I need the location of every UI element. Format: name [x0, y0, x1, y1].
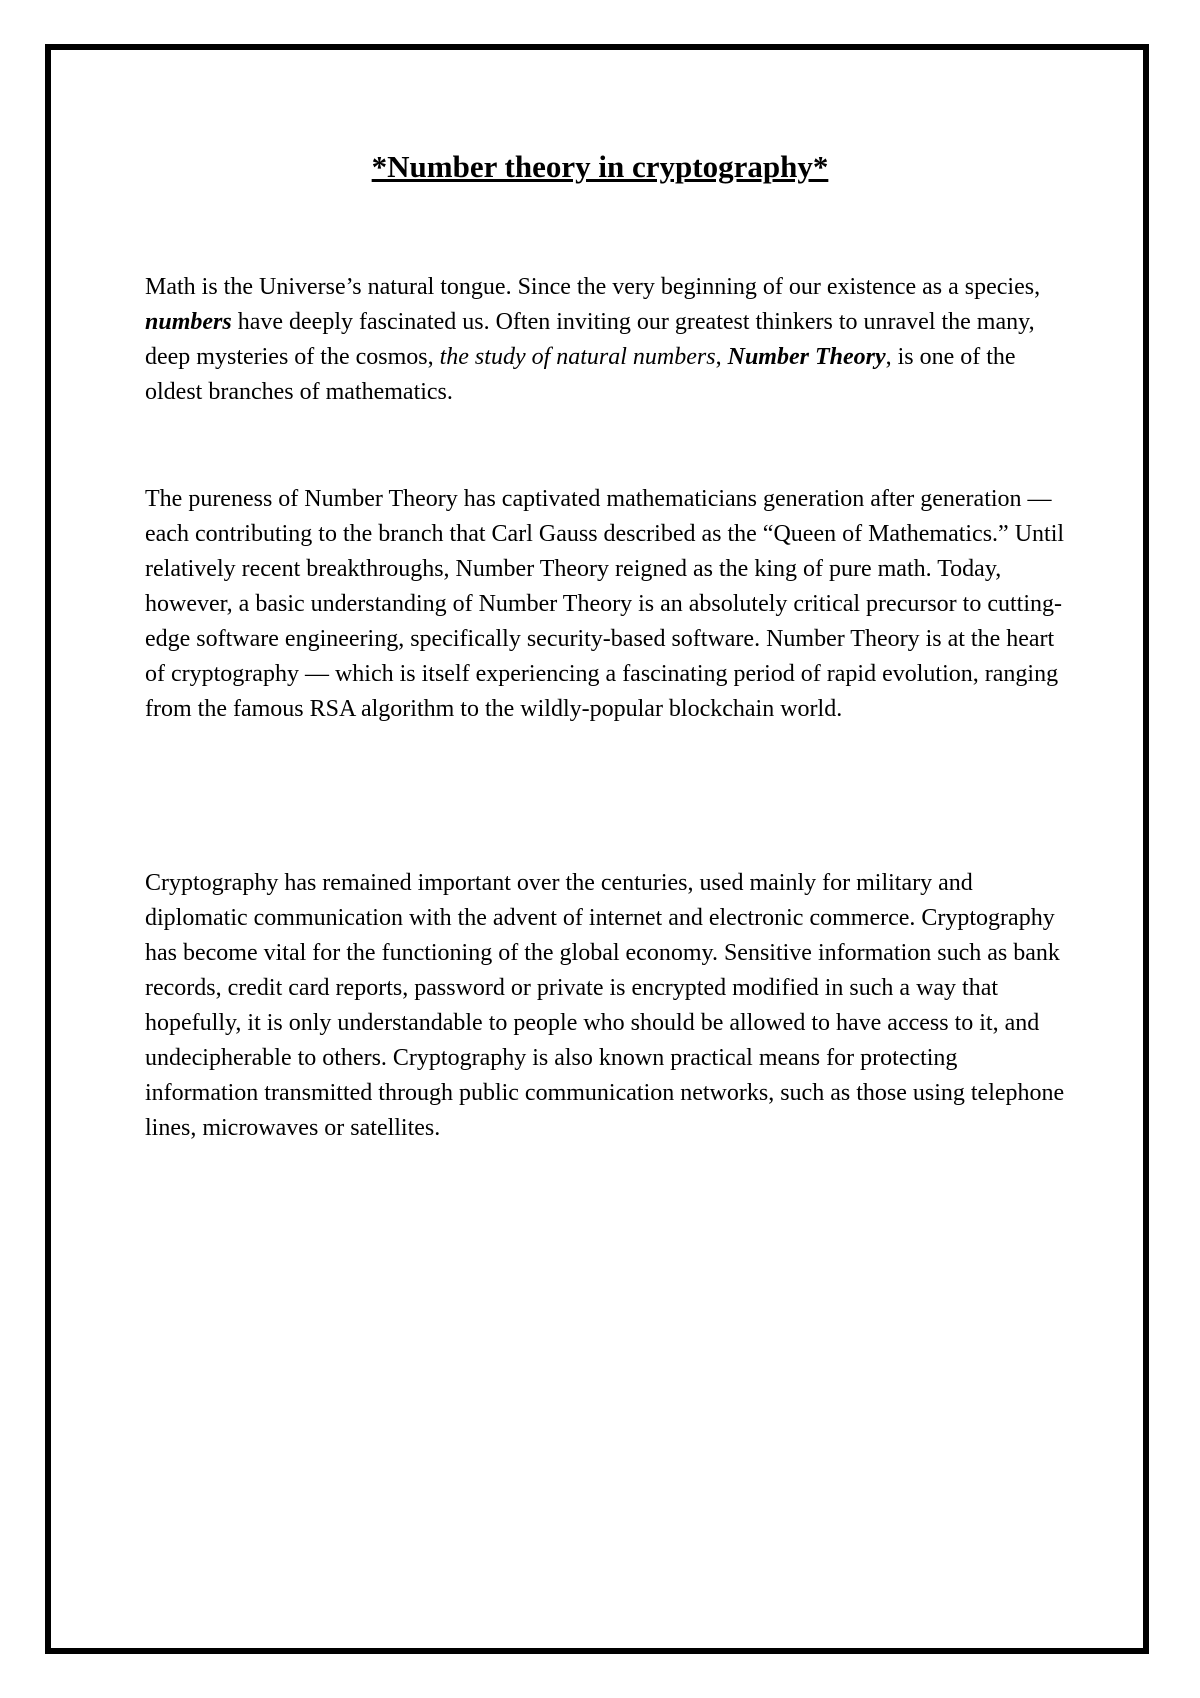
- paragraph-cryptography: Cryptography has remained important over the centuries, used mainly for military and diplomatic communication with the advent of internet and electronic commerce. Cryptography has become vital for the functioning of the global economy. Sensitive information such as bank records, credit card reports, password or private is encrypted modified in such a way that hopefully, it is only understandable to people who should be allowed to have access to it, and undecipherable to others. Cryptography is also known practical means for protecting information transmitted through public communication networks, such as those using telephone lines, microwaves or satellites.: [145, 870, 1065, 1141]
- paragraph-intro-text-1: Math is the Universe’s natural tongue. Since the very beginning of our existence as a species,: [145, 274, 1041, 300]
- paragraph-intro-text-4: , is one of the oldest branches of mathematics.: [145, 344, 1016, 405]
- emphasis-number-theory: Number Theory: [727, 344, 886, 370]
- paragraph-intro: [145, 270, 1075, 410]
- emphasis-numbers: numbers: [145, 309, 232, 335]
- document-title: *Number theory in cryptography*: [371, 149, 829, 184]
- emphasis-study-of-natural-numbers: the study of natural numbers: [439, 344, 716, 370]
- paragraph-intro-text-2: have deeply fascinated us. Often inviting our greatest thinkers to unravel the many, deep mysteries of the cosmos,: [145, 309, 1035, 370]
- paragraph-intro-text-3: ,: [715, 344, 728, 370]
- paragraph-number-theory: The pureness of Number Theory has captivated mathematicians generation after generation — each contributing to the branch that Carl Gauss described as the “Queen of Mathematics.” Until relatively recent breakthroughs, Number Theory reigned as the king of pure math. Today, however, a basic understanding of Number Theory is an absolutely critical precursor to cutting-edge software engineering, specifically security-based software. Number Theory is at the heart of cryptography — which is itself experiencing a fascinating period of rapid evolution, ranging from the famous RSA algorithm to the wildly-popular blockchain world.: [145, 486, 1065, 722]
